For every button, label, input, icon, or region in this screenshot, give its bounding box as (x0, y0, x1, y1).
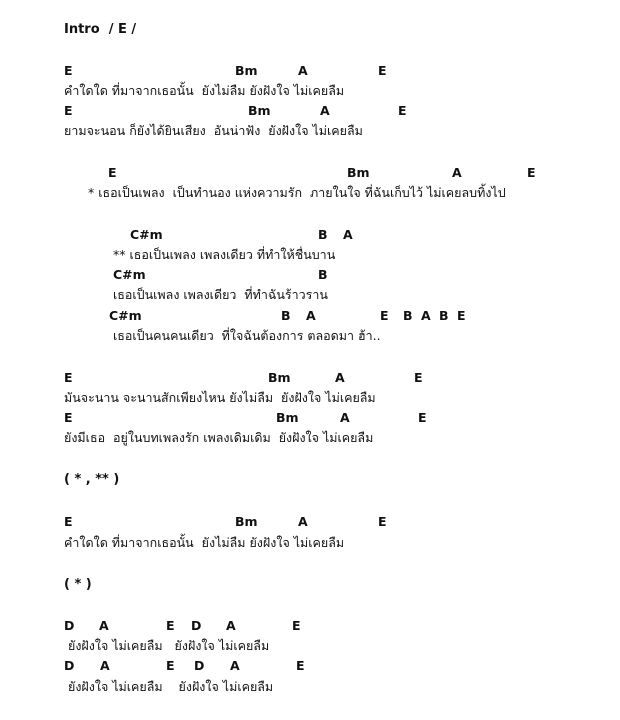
chord: B (318, 227, 328, 242)
chord: A (230, 658, 240, 673)
chord: E (414, 370, 423, 385)
chord: A (226, 618, 236, 633)
chord: A (452, 165, 462, 180)
chord: Bm (235, 514, 258, 529)
lyric-line: เธอเป็นเพลง เพลงเดียว ที่ทำฉันร้าวราน (113, 287, 328, 302)
chord: E (378, 63, 387, 78)
chord: Bm (276, 410, 299, 425)
chord: E (380, 308, 389, 323)
chord: D (194, 658, 205, 673)
chord: B (439, 308, 449, 323)
chord: A (306, 308, 316, 323)
chord: E (378, 514, 387, 529)
chord: A (335, 370, 345, 385)
chord: E (64, 103, 73, 118)
chord: B (403, 308, 413, 323)
chord: E (292, 618, 301, 633)
intro-label: Intro / E / (64, 22, 137, 37)
lyric-line: * เธอเป็นเพลง เป็นทำนอง แห่งความรัก ภายในใจ ที่ฉันเก็บไว้ ไม่เคยลบทิ้งไป (88, 185, 506, 200)
lyric-line: เธอเป็นคนคนเดียว ที่ใจฉันต้องการ ตลอดมา ฮ้า.. (113, 328, 381, 343)
chord: A (99, 618, 109, 633)
chord: E (418, 410, 427, 425)
chord: C#m (130, 227, 163, 242)
lyric-line: ยังฝังใจ ไม่เคยลืม ยังฝังใจ ไม่เคยลืม (68, 638, 270, 653)
lyric-line: ** เธอเป็นเพลง เพลงเดียว ที่ทำให้ชื่นบาน (113, 247, 336, 262)
chord: E (457, 308, 466, 323)
chord: E (527, 165, 536, 180)
chord: B (281, 308, 291, 323)
chord: B (318, 267, 328, 282)
lyric-line: มันจะนาน จะนานสักเพียงไหน ยังไม่ลืม ยังฝังใจ ไม่เคยลืม (64, 390, 376, 405)
repeat-marker: ( * , ** ) (64, 472, 120, 487)
chord: E (64, 370, 73, 385)
chord: E (108, 165, 117, 180)
chord: E (296, 658, 305, 673)
chord: A (100, 658, 110, 673)
lyric-line: คำใดใด ที่มาจากเธอนั้น ยังไม่ลืม ยังฝังใจ ไม่เคยลืม (64, 535, 345, 550)
chord: A (340, 410, 350, 425)
chord: A (343, 227, 353, 242)
chord: D (191, 618, 202, 633)
chord: E (398, 103, 407, 118)
lyric-line: คำใดใด ที่มาจากเธอนั้น ยังไม่ลืม ยังฝังใจ ไม่เคยลืม (64, 83, 345, 98)
chord: A (298, 63, 308, 78)
lyric-line: ยังมีเธอ อยู่ในบทเพลงรัก เพลงเดิมเดิม ยังฝังใจ ไม่เคยลืม (64, 430, 374, 445)
chord: E (166, 658, 175, 673)
lyric-line: ยามจะนอน ก็ยังได้ยินเสียง อันน่าฟัง ยังฝังใจ ไม่เคยลืม (64, 123, 363, 138)
chord: C#m (113, 267, 146, 282)
chord: D (64, 618, 75, 633)
chord: A (421, 308, 431, 323)
chord: E (64, 63, 73, 78)
chord: D (64, 658, 75, 673)
chord: Bm (248, 103, 271, 118)
chord: Bm (268, 370, 291, 385)
chord: E (64, 410, 73, 425)
chord: A (320, 103, 330, 118)
repeat-marker: ( * ) (64, 577, 92, 592)
chord: Bm (347, 165, 370, 180)
chord: E (64, 514, 73, 529)
lyric-line: ยังฝังใจ ไม่เคยลืม ยังฝังใจ ไม่เคยลืม (68, 679, 274, 694)
chord: Bm (235, 63, 258, 78)
chord: E (166, 618, 175, 633)
chord: A (298, 514, 308, 529)
chord: C#m (109, 308, 142, 323)
